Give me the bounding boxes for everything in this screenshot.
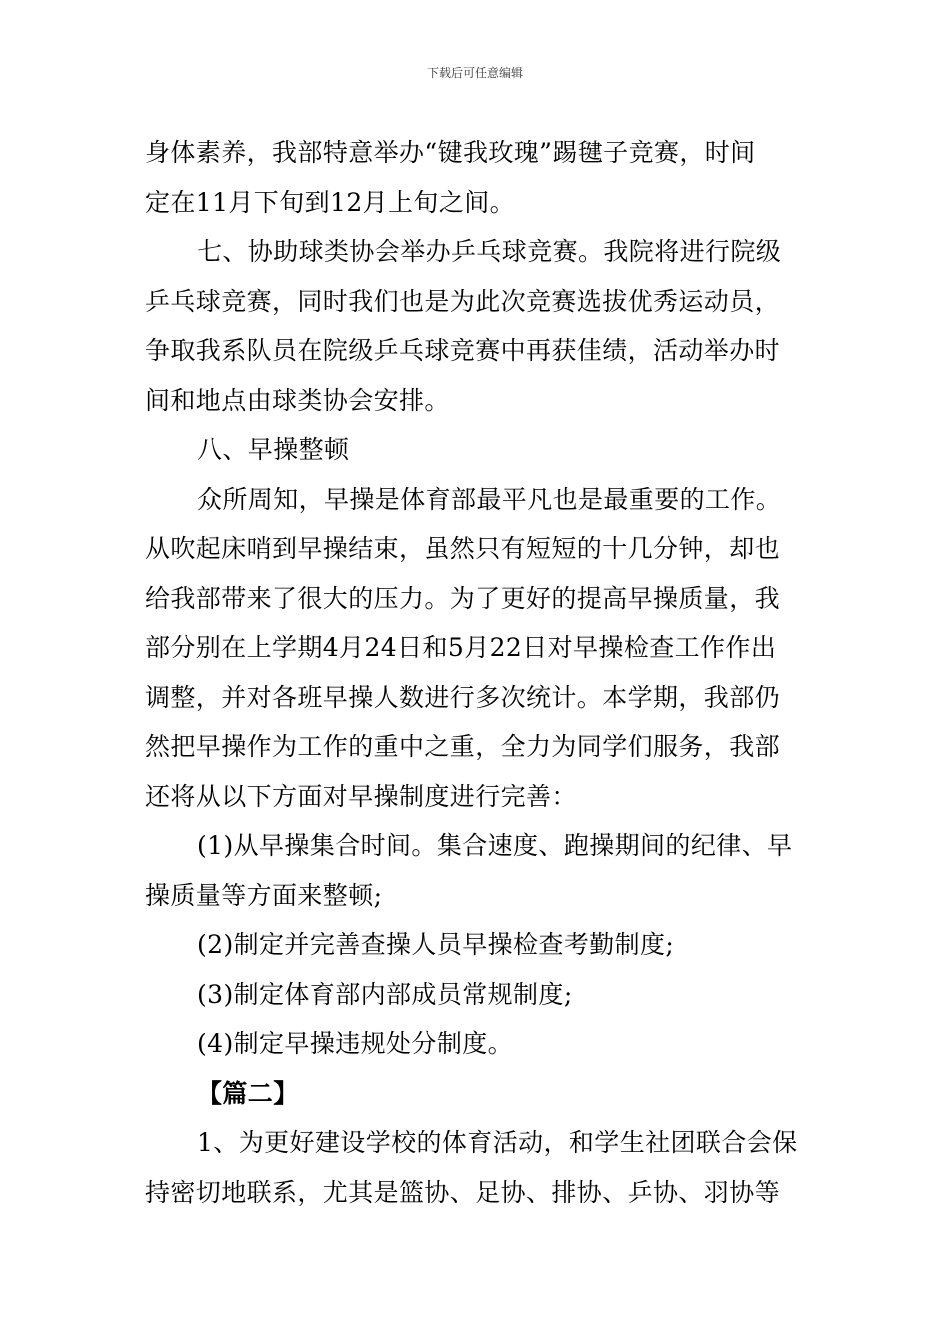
- body-line: 众所周知，早操是体育部最平凡也是最重要的工作。: [197, 484, 782, 514]
- body-line: 从吹起床哨到早操结束，虽然只有短短的十几分钟，却也: [145, 534, 781, 563]
- body-line: 七、协助球类协会举办乒乓球竞赛。我院将进行院级: [197, 237, 782, 266]
- body-line: 持密切地联系，尤其是篮协、足协、排协、乒协、羽协等: [145, 1177, 781, 1207]
- list-item: (1)从早操集合时间。集合速度、跑操期间的纪律、早: [197, 831, 793, 860]
- body-line: 然把早操作为工作的重中之重，全力为同学们服务，我部: [145, 732, 781, 761]
- list-item: (3)制定体育部内部成员常规制度;: [197, 979, 573, 1009]
- body-line: 给我部带来了很大的压力。为了更好的提高早操质量，我: [145, 583, 781, 613]
- list-item: (2)制定并完善查操人员早操检查考勤制度;: [197, 930, 675, 959]
- body-line: 争取我系队员在院级乒乓球竞赛中再获佳绩，活动举办时: [145, 336, 781, 365]
- body-line: 部分别在上学期4月24日和5月22日对早操检查工作作出: [145, 633, 777, 662]
- body-line: 1、为更好建设学校的体育活动，和学生社团联合会保: [197, 1128, 798, 1157]
- body-line: 定在11月下旬到12月上旬之间。: [145, 187, 516, 217]
- part-heading: 【篇二】: [197, 1078, 299, 1108]
- list-item: (4)制定早操违规处分制度。: [197, 1029, 514, 1058]
- list-item-continuation: 操质量等方面来整顿;: [145, 880, 383, 910]
- body-line: 间和地点由球类协会安排。: [145, 385, 450, 415]
- body-line: 调整，并对各班早操人数进行多次统计。本学期，我部仍: [145, 682, 781, 712]
- section-heading: 八、早操整顿: [197, 435, 350, 464]
- document-body: [145, 128, 807, 1217]
- page-header: 下载后可任意编辑: [426, 66, 523, 80]
- body-line: 乒乓球竞赛，同时我们也是为此次竞赛选拔优秀运动员，: [145, 286, 781, 316]
- body-line: 身体素养，我部特意举办“键我玫瑰”踢毽子竞赛，时间: [145, 138, 756, 167]
- body-line: 还将从以下方面对早操制度进行完善：: [145, 781, 577, 811]
